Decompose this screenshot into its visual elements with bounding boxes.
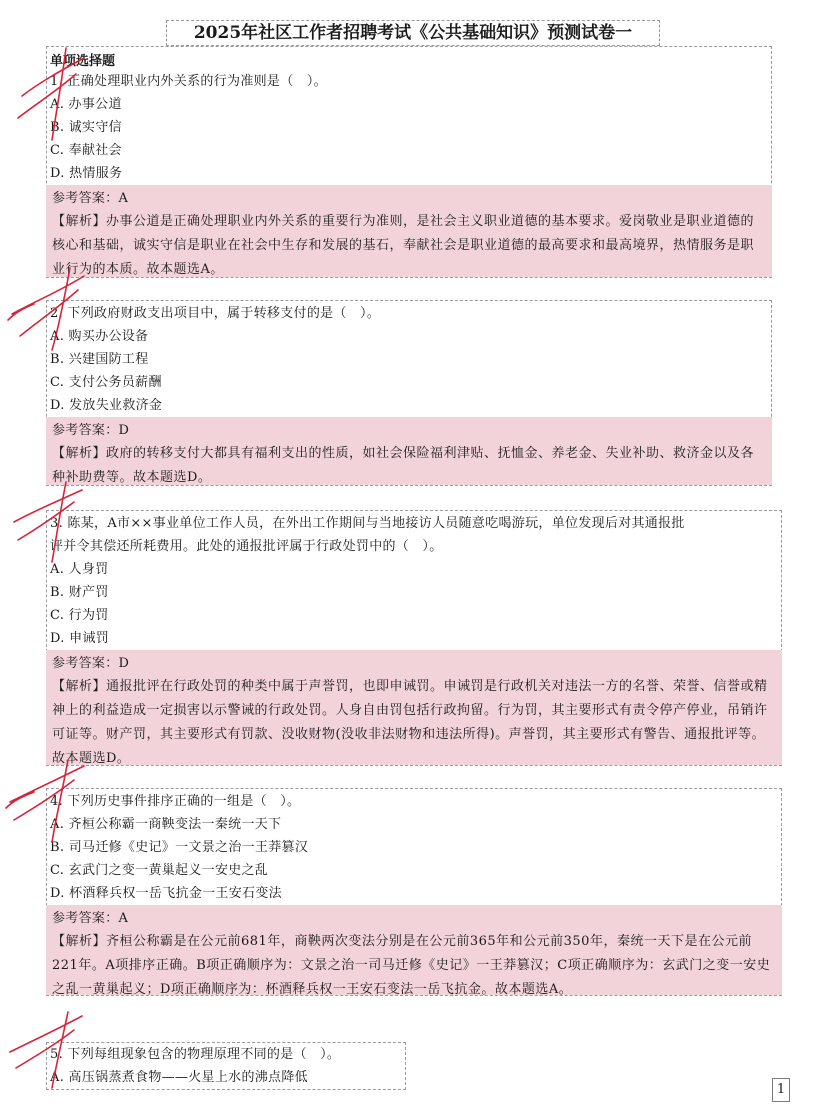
question-stem: 5. 下列每组现象包含的物理原理不同的是（ ）。	[50, 1047, 341, 1062]
explanation: 【解析】齐桓公称霸是在公元前681年，商鞅两次变法分别是在公元前365年和公元前350年，秦统一天下是在公元前221年。A项排序正确。B项正确顺序为：文景之治一司马迁修《史记》一王莽篡汉；C项正确顺序为：玄武门之变一安史之乱一黄巢起义；D项正确顺序为：杯酒释兵权一王安石变法一岳飞抗金。故本题选A。	[52, 934, 771, 997]
question-stem: 4. 下列历史事件排序正确的一组是（ ）。	[50, 794, 301, 809]
question-stem-cont: 评并令其偿还所耗费用。此处的通报批评属于行政处罚中的（ ）。	[50, 539, 443, 554]
answer-block	[46, 185, 772, 277]
answer-label: 参考答案：D	[52, 423, 130, 438]
option-d: D. 热情服务	[50, 166, 123, 181]
page-number: 1	[772, 1078, 790, 1102]
question-stem: 3. 陈某，A市××事业单位工作人员，在外出工作期间与当地接访人员随意吃喝游玩，单位发现后对其通报批	[50, 516, 685, 531]
option-c: C. 支付公务员薪酬	[50, 375, 162, 390]
option-a: A. 齐桓公称霸一商鞅变法一秦统一天下	[50, 817, 282, 832]
option-b: B. 诚实守信	[50, 120, 122, 135]
answer-block	[46, 650, 782, 765]
document-title: 2025年社区工作者招聘考试《公共基础知识》预测试卷一	[166, 20, 660, 46]
answer-label: 参考答案：D	[52, 656, 130, 671]
option-c: C. 行为罚	[50, 608, 109, 623]
option-a: A. 高压锅蒸煮食物——火星上水的沸点降低	[50, 1070, 308, 1085]
answer-label: 参考答案：A	[52, 911, 129, 926]
option-d: D. 发放失业救济金	[50, 398, 163, 413]
section-heading: 单项选择题	[50, 54, 116, 69]
answer-label: 参考答案：A	[52, 191, 129, 206]
option-c: C. 奉献社会	[50, 143, 122, 158]
explanation: 【解析】政府的转移支付大都具有福利支出的性质，如社会保险福利津贴、抚恤金、养老金、失业补助、救济金以及各种补助费等。故本题选D。	[52, 446, 755, 485]
option-b: B. 财产罚	[50, 585, 109, 600]
answer-block	[46, 417, 772, 485]
option-a: A. 办事公道	[50, 97, 122, 112]
option-b: B. 司马迁修《史记》一文景之治一王莽篡汉	[50, 840, 309, 855]
question-stem: 2. 下列政府财政支出项目中，属于转移支付的是（ ）。	[50, 306, 381, 321]
option-a: A. 人身罚	[50, 562, 109, 577]
option-d: D. 申诫罚	[50, 631, 110, 646]
option-a: A. 购买办公设备	[50, 329, 149, 344]
answer-block	[46, 905, 782, 995]
option-b: B. 兴建国防工程	[50, 352, 149, 367]
option-d: D. 杯酒释兵权一岳飞抗金一王安石变法	[50, 886, 282, 901]
question-stem: 1. 正确处理职业内外关系的行为准则是（ ）。	[50, 74, 327, 89]
option-c: C. 玄武门之变一黄巢起义一安史之乱	[50, 863, 269, 878]
explanation: 【解析】办事公道是正确处理职业内外关系的重要行为准则，是社会主义职业道德的基本要求。爱岗敬业是职业道德的核心和基础，诚实守信是职业在社会中生存和发展的基石，奉献社会是职业道德的最高要求和最高境界，热情服务是职业行为的本质。故本题选A。	[52, 214, 755, 277]
explanation: 【解析】通报批评在行政处罚的种类中属于声誉罚，也即申诫罚。申诫罚是行政机关对违法一方的名誉、荣誉、信誉或精神上的利益造成一定损害以示警诫的行政处罚。人身自由罚包括行政拘留。行为罚，其主要形式有责令停产停业，吊销许可证等。财产罚，其主要形式有罚款、没收财物(没收非法财物和违法所得)。声誉罚，其主要形式有警告、通报批评等。故本题选D。	[52, 679, 768, 766]
